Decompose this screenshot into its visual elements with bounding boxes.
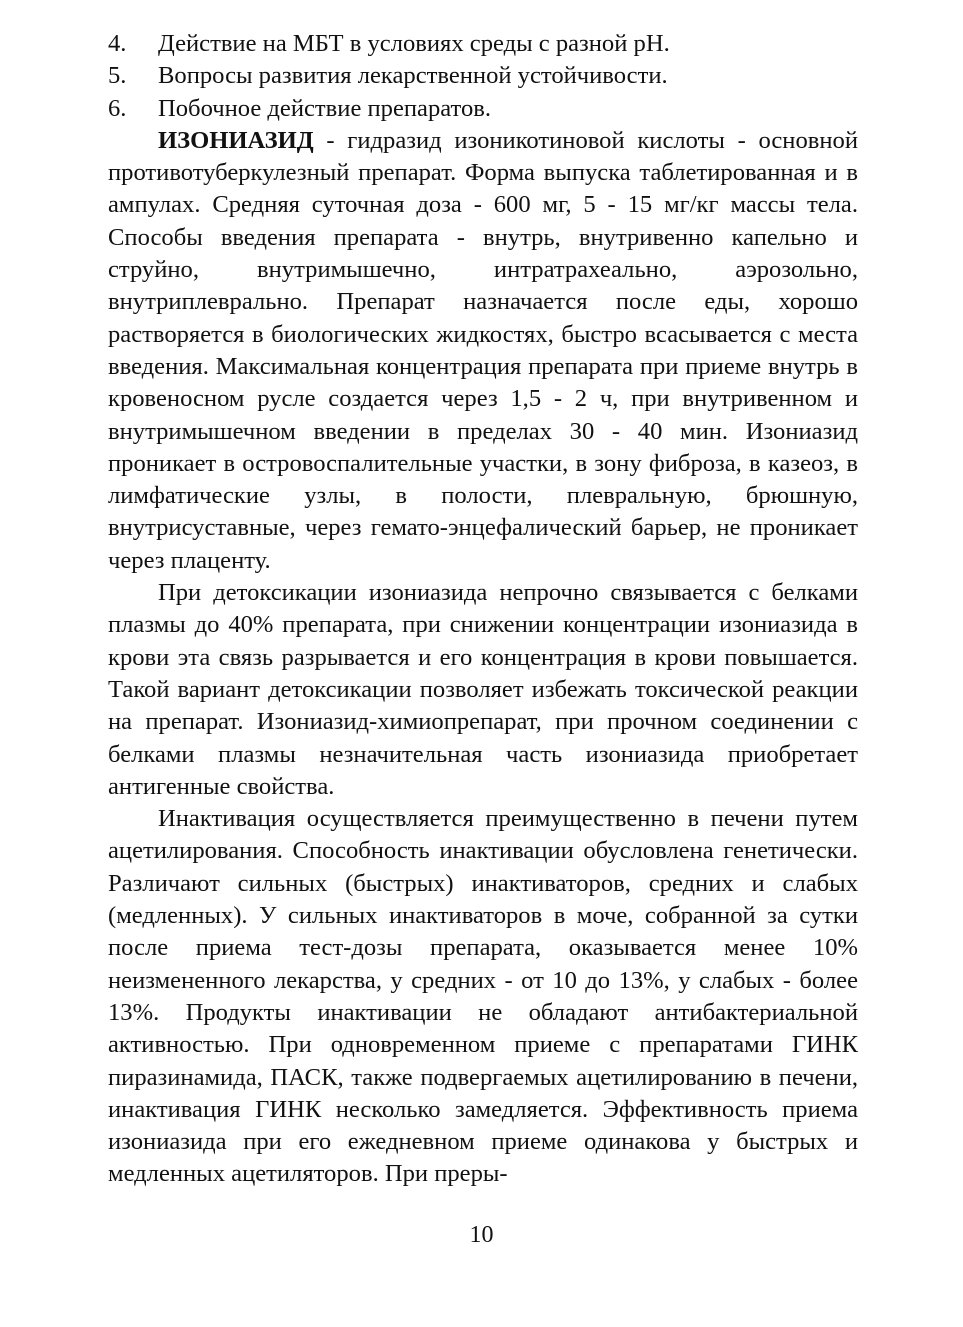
list-text: Действие на МБТ в условиях среды с разной pH. (158, 30, 670, 57)
isoniazid-text: - гидразид изоникотиновой кислоты - основной противотуберкулезный препарат. Форма выпуска таблетированная и в ампулах. Средняя суточная доза - 600 мг, 5 - 15 мг/кг массы тела. Способы введения препарата - внутрь, внутривенно капельно и струйно, внутримышечно, интратрахеально, аэрозольно, внутриплеврально. Препарат назначается после еды, хорошо растворяется в биологических жидкостях, быстро всасывается с места введения. Максимальная концентрация препарата при приеме внутрь в кровеносном русле создается через 1,5 - 2 ч, при внутривенном и внутримышечном введении в пределах 30 - 40 мин. Изониазид проникает в островоспалительные участки, в зону фиброза, в казеоз, в лимфатические узлы, в полости, плевральную, брюшную, внутрисуставные, через гемато-энцефалический барьер, не проникает через плаценту. (108, 126, 858, 574)
list-text: Побочное действие препаратов. (158, 94, 492, 122)
isoniazid-term: ИЗОНИАЗИД (158, 126, 314, 154)
isoniazid-paragraph (108, 125, 858, 577)
page-number: 10 (469, 1222, 494, 1248)
list-number: 6. (108, 94, 127, 122)
list-number: 4. (108, 30, 127, 57)
list-item (108, 93, 858, 125)
list-item (108, 28, 858, 60)
list-item (108, 60, 858, 92)
inactivation-paragraph: Инактивация осуществляется преимущественно в печени путем ацетилирования. Способность инактивации обусловлена генетически. Различают сильных (быстрых) инактиваторов, средних и слабых (медленных). У сильных инактиваторов в моче, собранной за сутки после приема тест-дозы препарата, оказывается менее 10% неизмененного лекарства, у средних - от 10 до 13%, у слабых - более 13%. Продукты инактивации не обладают антибактериальной активностью. При одновременном приеме с препаратами ГИНК пиразинамида, ПАСК, также подвергаемых ацетилированию в печени, инактивация ГИНК несколько замедляется. Эффективность приема изониазида при его ежедневном приеме одинакова у быстрых и медленных ацетиляторов. При преры- (108, 805, 858, 1188)
detoxication-paragraph: При детоксикации изониазида непрочно связывается с белками плазмы до 40% препарата, при снижении концентрации изониазида в крови эта связь разрывается и его концентрация в крови повышается. Такой вариант детоксикации позволяет избежать токсической реакции на препарат. Изониазид-химиопрепарат, при прочном соединении с белками плазмы незначительная часть изониазида приобретает антигенные свойства. (108, 579, 858, 800)
list-number: 5. (108, 62, 127, 90)
list-text: Вопросы развития лекарственной устойчивости. (158, 62, 668, 90)
page-body (108, 28, 858, 1191)
